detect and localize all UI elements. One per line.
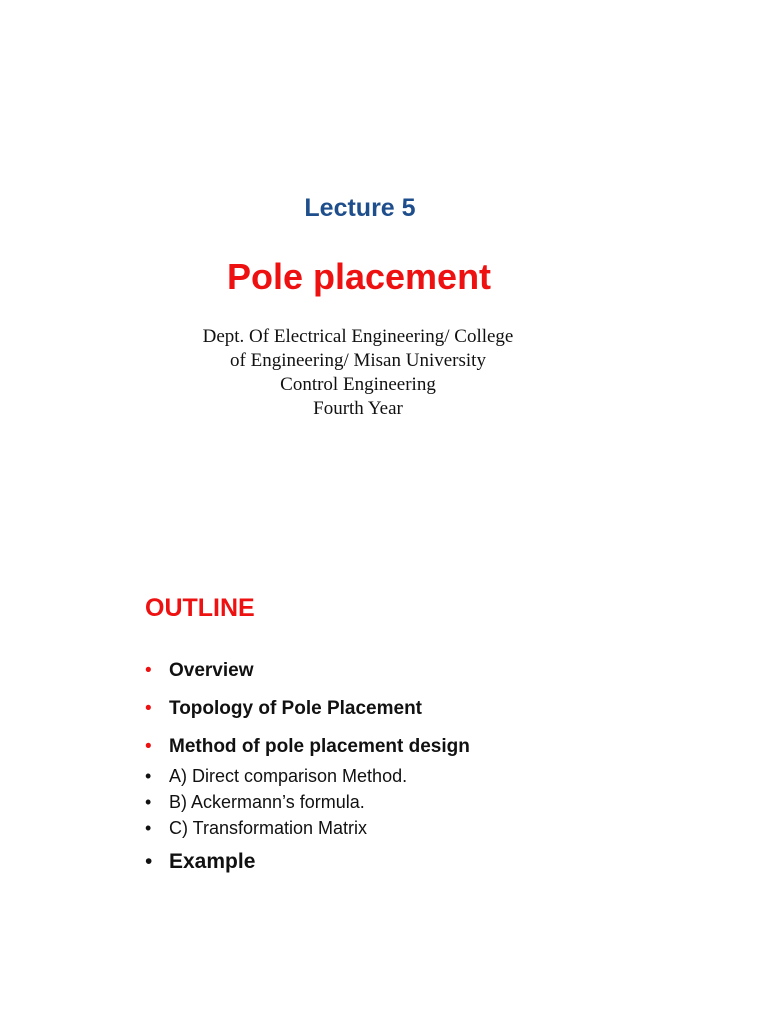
- bullet-icon: •: [145, 660, 152, 681]
- outline-item-topology: [145, 698, 422, 720]
- affiliation-line: Dept. Of Electrical Engineering/ College: [202, 326, 514, 347]
- course-name: Control Engineering: [280, 374, 436, 395]
- outline-heading: OUTLINE: [145, 594, 255, 622]
- bullet-icon: •: [145, 850, 153, 873]
- course-year: Fourth Year: [313, 398, 403, 419]
- bullet-icon: •: [145, 698, 152, 719]
- outline-item-label: Topology of Pole Placement: [169, 698, 423, 719]
- affiliation-block: [0, 325, 716, 421]
- affiliation-line: of Engineering/ Misan University: [230, 350, 486, 371]
- outline-item-label: Overview: [169, 660, 254, 681]
- outline-item-label: Method of pole placement design: [169, 736, 470, 757]
- outline-subitem-transformation: [145, 818, 367, 839]
- outline-item-label: A) Direct comparison Method.: [169, 766, 408, 786]
- outline-subitem-ackermann: [145, 792, 365, 813]
- page-title: Pole placement: [226, 256, 492, 297]
- bullet-icon: •: [145, 766, 152, 786]
- outline-item-label: B) Ackermann’s formula.: [169, 792, 365, 812]
- outline-item-method: [145, 736, 470, 758]
- outline-item-overview: [145, 660, 254, 682]
- bullet-icon: •: [145, 792, 152, 812]
- outline-subitem-direct: [145, 766, 407, 787]
- outline-item-label: C) Transformation Matrix: [169, 818, 368, 838]
- outline-item-label: Example: [169, 850, 256, 873]
- outline-item-example: [145, 850, 255, 874]
- bullet-icon: •: [145, 818, 152, 838]
- bullet-icon: •: [145, 736, 152, 757]
- lecture-number: Lecture 5: [304, 194, 416, 222]
